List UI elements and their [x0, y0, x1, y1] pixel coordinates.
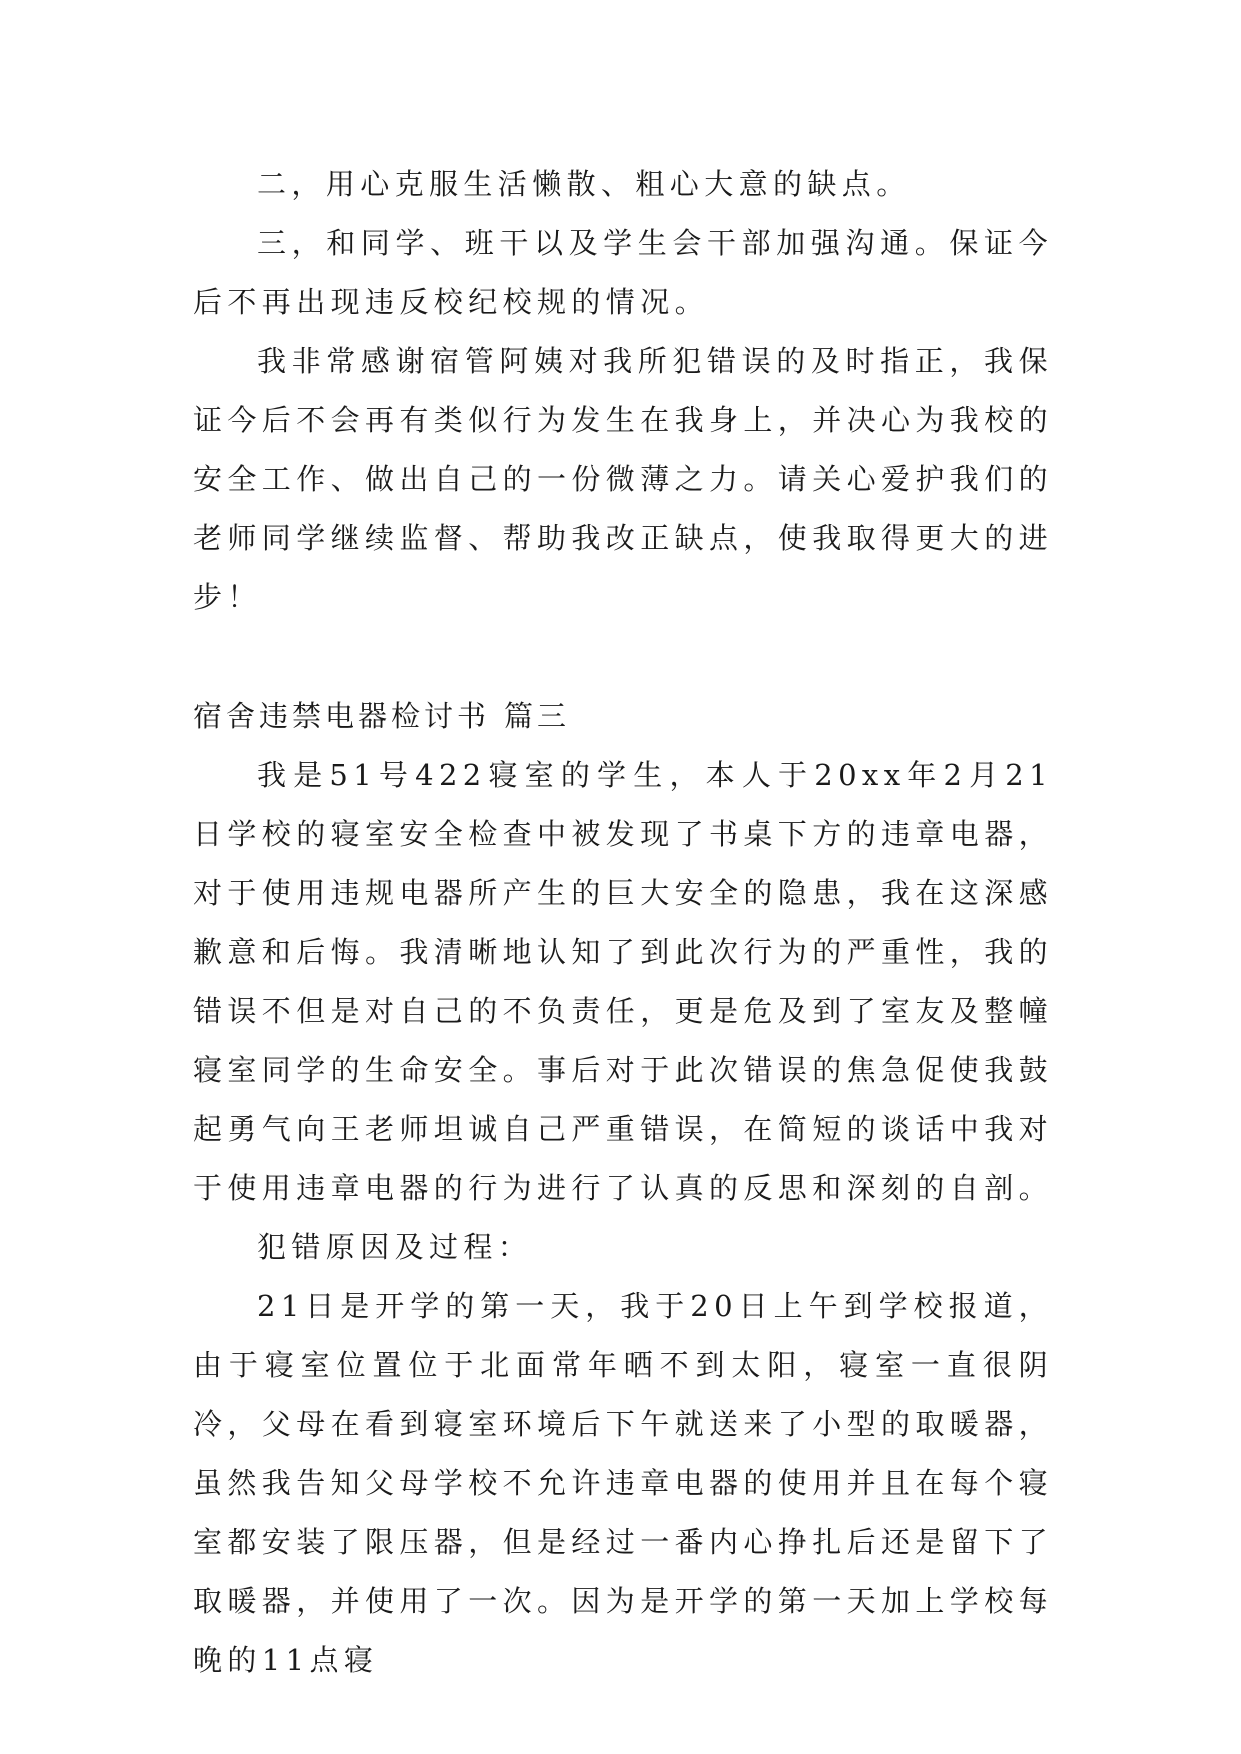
paragraph-point-three: 三，和同学、班干以及学生会干部加强沟通。保证今后不再出现违反校纪校规的情况。: [193, 226, 1053, 319]
section-title: 宿舍违禁电器检讨书: [193, 699, 491, 733]
paragraph-cause-detail: 21日是开学的第一天，我于20日上午到学校报道，由于寝室位置位于北面常年晒不到太阳，寝室一直很阴冷，父母在看到寝室环境后下午就送来了小型的取暖器，虽然我告知父母学校不允许违章电器的使用并且在每个寝室都安装了限压器，但是经过一番内心挣扎后还是留下了取暖器，并使用了一次。因为是开学的第一天加上学校每晚的11点寝: [193, 1289, 1054, 1677]
paragraph-cause-heading: 犯错原因及过程：: [257, 1230, 533, 1264]
paragraph-thanks: 我非常感谢宿管阿姨对我所犯错误的及时指正，我保证今后不会再有类似行为发生在我身上，并决心为我校的安全工作、做出自己的一份微薄之力。请关心爱护我们的老师同学继续监督、帮助我改正缺点，使我取得更大的进步！: [193, 344, 1054, 614]
section-spacer: [193, 627, 1053, 687]
paragraph-intro: 我是51号422寝室的学生，本人于20xx年2月21日学校的寝室安全检查中被发现了书桌下方的违章电器，对于使用违规电器所产生的巨大安全的隐患，我在这深感歉意和后悔。我清晰地认知了到此次行为的严重性，我的错误不但是对自己的不负责任，更是危及到了室友及整幢寝室同学的生命安全。事后对于此次错误的焦急促使我鼓起勇气向王老师坦诚自己严重错误，在简短的谈话中我对于使用违章电器的行为进行了认真的反思和深刻的自剖。: [193, 758, 1054, 1205]
document-body: [193, 155, 1053, 1690]
paragraph-point-two: 二，用心克服生活懒散、粗心大意的缺点。: [257, 167, 911, 201]
section-heading: [193, 687, 1053, 746]
section-label: 篇三: [504, 699, 571, 733]
